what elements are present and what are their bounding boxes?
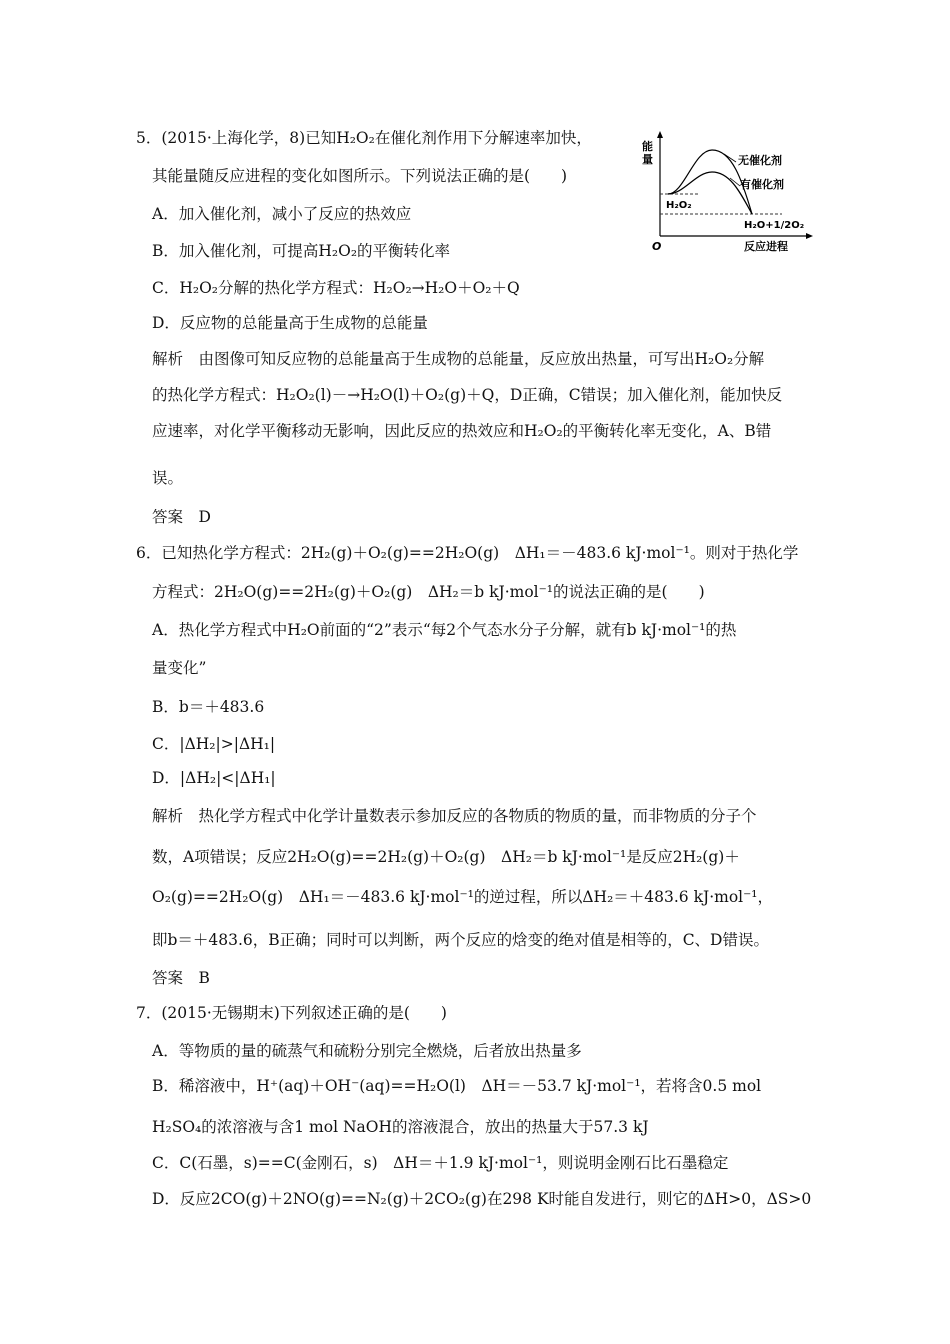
text-line: 的热化学方程式：H₂O₂(l)－→H₂O(l)＋O₂(g)＋Q，D正确，C错误；加入催化剂，能加快反 [152, 386, 783, 404]
y-axis-label-2: 量 [642, 153, 653, 166]
text-line: 量变化” [152, 659, 207, 677]
uncatalyzed-label: 无催化剂 [738, 154, 782, 167]
x-axis-arrow-icon [806, 233, 813, 239]
text-line: 6．已知热化学方程式：2H₂(g)＋O₂(g)==2H₂O(g) ΔH₁＝－483.6 kJ·mol⁻¹。则对于热化学 [136, 544, 799, 562]
text-line: 解析 热化学方程式中化学计量数表示参加反应的各物质的物质的量，而非物质的分子个 [152, 807, 757, 825]
energy-diagram [640, 128, 820, 256]
text-line: D．反应2CO(g)＋2NO(g)==N₂(g)＋2CO₂(g)在298 K时能自发进行，则它的ΔH>0，ΔS>0 [152, 1190, 812, 1208]
text-line: 解析 由图像可知反应物的总能量高于生成物的总能量，反应放出热量，可写出H₂O₂分解 [152, 350, 765, 368]
energy-diagram-svg [640, 128, 820, 256]
text-line: D．反应物的总能量高于生成物的总能量 [152, 314, 428, 332]
text-line: 误。 [152, 469, 184, 487]
text-line: A．热化学方程式中H₂O前面的“2”表示“每2个气态水分子分解，就有b kJ·mol⁻¹的热 [152, 621, 737, 639]
text-line: C．C(石墨，s)==C(金刚石，s) ΔH＝＋1.9 kJ·mol⁻¹，则说明金刚石比石墨稳定 [152, 1154, 729, 1172]
text-line: A．加入催化剂，减小了反应的热效应 [152, 205, 412, 223]
text-line: 答案 D [152, 508, 211, 526]
text-line: 答案 B [152, 969, 210, 987]
y-axis-arrow-icon [657, 131, 663, 138]
text-line: B．稀溶液中，H⁺(aq)＋OH⁻(aq)==H₂O(l) ΔH＝－53.7 kJ·mol⁻¹，若将含0.5 mol [152, 1077, 762, 1095]
text-line: O₂(g)==2H₂O(g) ΔH₁＝－483.6 kJ·mol⁻¹的逆过程，所以ΔH₂＝＋483.6 kJ·mol⁻¹， [152, 888, 774, 906]
text-line: 其能量随反应进程的变化如图所示。下列说法正确的是( ) [152, 167, 568, 185]
x-axis-label: 反应进程 [744, 240, 788, 253]
text-line: H₂SO₄的浓溶液与含1 mol NaOH的溶液混合，放出的热量大于57.3 kJ [152, 1118, 649, 1136]
text-line: 应速率，对化学平衡移动无影响，因此反应的热效应和H₂O₂的平衡转化率无变化，A、B错 [152, 422, 772, 440]
y-axis-label-1: 能 [642, 140, 653, 153]
catalyzed-label: 有催化剂 [740, 178, 784, 191]
text-line: 数，A项错误；反应2H₂O(g)==2H₂(g)＋O₂(g) ΔH₂＝b kJ·mol⁻¹是反应2H₂(g)＋ [152, 848, 740, 866]
text-line: C．H₂O₂分解的热化学方程式：H₂O₂→H₂O＋O₂＋Q [152, 279, 520, 297]
text-line: 即b＝＋483.6，B正确；同时可以判断，两个反应的焓变的绝对值是相等的，C、D错误。 [152, 931, 769, 949]
text-line: C．|ΔH₂|>|ΔH₁| [152, 735, 276, 753]
text-line: 7．(2015·无锡期末)下列叙述正确的是( ) [136, 1004, 447, 1022]
text-line: B．加入催化剂，可提高H₂O₂的平衡转化率 [152, 242, 451, 260]
origin-label: O [652, 240, 662, 253]
text-line: 方程式：2H₂O(g)==2H₂(g)＋O₂(g) ΔH₂＝b kJ·mol⁻¹的说法正确的是( ) [152, 583, 705, 601]
reactant-label: H₂O₂ [666, 200, 692, 211]
text-line: A．等物质的量的硫蒸气和硫粉分别完全燃烧，后者放出热量多 [152, 1042, 582, 1060]
product-label: H₂O+1/2O₂ [744, 220, 805, 231]
text-line: B．b＝＋483.6 [152, 698, 265, 716]
text-line: 5．(2015·上海化学，8)已知H₂O₂在催化剂作用下分解速率加快， [136, 129, 592, 147]
text-line: D．|ΔH₂|<|ΔH₁| [152, 769, 276, 787]
